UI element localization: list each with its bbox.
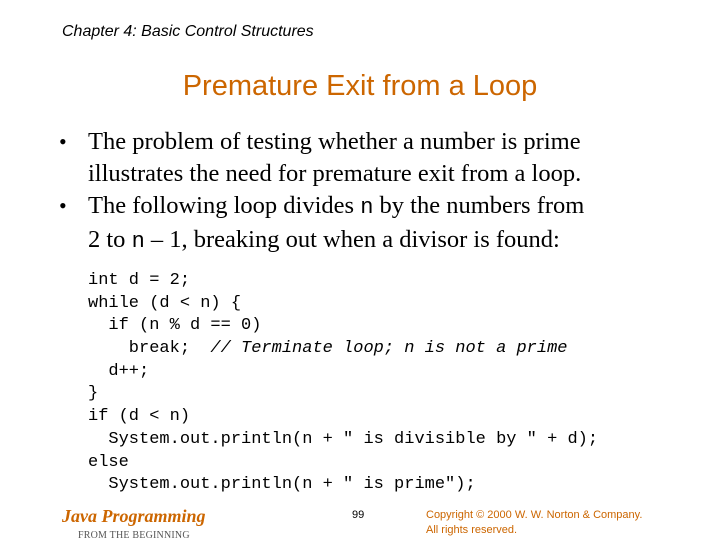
footer-branding: [62, 506, 206, 541]
code-comment: // Terminate loop; n is not a prime: [210, 339, 568, 359]
code-line: int d = 2;: [88, 271, 191, 290]
bullet-item: [56, 190, 676, 258]
copyright-line: All rights reserved.: [426, 524, 518, 536]
bullet-text: – 1, breaking out when a divisor is found:: [144, 226, 560, 253]
code-line: System.out.println(n + " is prime");: [88, 475, 476, 495]
inline-code: n: [360, 195, 374, 220]
code-line: if (n % d == 0): [88, 316, 262, 336]
code-statement: break;: [88, 339, 211, 359]
code-line: if (d < n): [88, 407, 191, 427]
bullet-dot-icon: •: [59, 129, 67, 154]
code-line: while (d < n) {: [88, 293, 242, 313]
bullet-text-line: The problem of testing whether a number is prime: [88, 128, 581, 155]
bullet-text: 2 to: [88, 226, 132, 253]
code-line: d++;: [88, 361, 150, 381]
code-line: System.out.println(n + " is divisible by " + d);: [88, 429, 599, 449]
page-number: 99: [352, 509, 365, 521]
slide-title: Premature Exit from a Loop: [182, 70, 538, 102]
copyright-line: Copyright © 2000 W. W. Norton & Company.: [426, 509, 643, 521]
bullet-dot-icon: •: [59, 193, 67, 218]
book-title: Java Programming: [62, 506, 206, 526]
inline-code: n: [131, 229, 145, 254]
copyright-notice: [426, 508, 642, 538]
bullet-list: [56, 126, 676, 258]
code-line: }: [88, 384, 99, 404]
bullet-item: [56, 126, 676, 190]
bullet-text: by the numbers from: [373, 192, 585, 219]
bullet-text: The following loop divides: [88, 192, 361, 219]
book-subtitle: FROM THE BEGINNING: [78, 530, 190, 541]
code-line: [88, 338, 598, 361]
bullet-text-line: illustrates the need for premature exit from a loop.: [88, 160, 582, 187]
chapter-header: Chapter 4: Basic Control Structures: [62, 23, 314, 40]
code-line: else: [88, 452, 129, 472]
code-block: [88, 270, 598, 497]
